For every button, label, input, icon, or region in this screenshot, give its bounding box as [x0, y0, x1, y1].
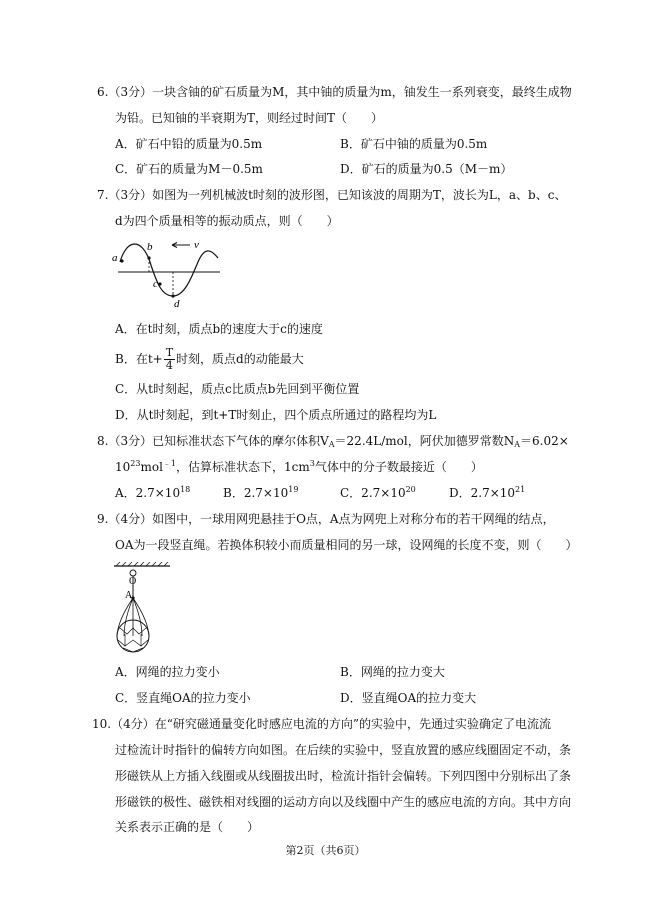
label-d: d — [174, 298, 180, 308]
q8-l1-part3: ＝6.02× — [520, 434, 569, 448]
q8-l1-part2: ＝22.4L/mol，阿伏加德罗常数N — [334, 434, 515, 448]
q7-stem-line1: 7.（3分）如图为一列机械波t时刻的波形图，已知该波的周期为T，波长为L，a、b、c、 — [97, 188, 567, 202]
q9-stem-line2: OA为一段竖直绳。若换体积较小而质量相同的另一球，设网绳的长度不变，则（ ） — [115, 538, 578, 552]
q8-option-c — [340, 485, 416, 501]
q7-stem-line2: d为四个质量相等的振动质点，则（ ） — [115, 214, 339, 228]
q8-l2-part4: 气体中的分子数最接近（ ） — [314, 460, 483, 474]
q8-sup-3: 3 — [309, 459, 315, 468]
q6-option-a: A．矿石中铅的质量为0.5m — [115, 137, 263, 151]
q6-stem-line1: 6.（3分）一块含铀的矿石质量为M，其中铀的质量为m，铀发生一系列衰变，最终生成物 — [97, 85, 572, 99]
q10-stem-line1: 10.（4分）在“研究磁通量变化时感应电流的方向”的实验中，先通过实验确定了电流流 — [92, 717, 551, 731]
label-c: c — [153, 278, 158, 290]
q8-option-c-exp: 20 — [405, 485, 416, 494]
q6-stem-line2: 为铅。已知铀的半衰期为T，则经过时间T（ ） — [115, 111, 384, 125]
label-o: O — [129, 576, 137, 587]
q9-option-b: B．网绳的拉力变大 — [340, 665, 445, 679]
q10-stem-line2: 过检流计时指针的偏转方向如图。在后续的实验中，竖直放置的感应线圈固定不动，条 — [115, 743, 572, 757]
wave-curve — [120, 244, 218, 296]
q7-option-a: A．在t时刻，质点b的速度大于c的速度 — [115, 322, 323, 336]
label-v: v — [194, 239, 199, 251]
q8-option-d-base: D．2.7×10 — [449, 486, 516, 500]
q6-option-c: C．矿石的质量为M－0.5m — [115, 162, 263, 176]
q8-option-d — [449, 485, 525, 501]
page-footer: 第2页（共6页） — [285, 844, 366, 857]
q8-l2-part2: mol — [140, 460, 163, 474]
q9-stem-line1: 9.（4分）如图中，一球用网兜悬挂于O点，A点为网兜上对称分布的若干网绳的结点， — [97, 512, 555, 526]
net-ball-figure — [112, 562, 174, 662]
q7-option-b-suffix: 时刻，质点d的动能最大 — [176, 352, 304, 366]
q10-stem-line3: 形磁铁从上方插入线圈或从线圈拔出时，检流计指针会偏转。下列四图中分别标出了条 — [115, 769, 572, 783]
q8-option-b-exp: 19 — [288, 485, 299, 494]
q8-sub-na: A — [514, 440, 521, 449]
q8-l2-part3: ，估算标准状态下，1cm — [176, 460, 310, 474]
fraction-numerator: T — [165, 346, 174, 359]
q8-sub-va: A — [328, 440, 335, 449]
q8-stem-line2 — [115, 459, 483, 475]
q10-stem-line4: 形磁铁的极性、磁铁相对线圈的运动方向以及线圈中产生的感应电流的方向。其中方向 — [115, 795, 572, 809]
label-a-knot: A — [125, 590, 133, 601]
q8-l1-part1: 8.（3分）已知标准状态下气体的摩尔体积V — [97, 434, 329, 448]
label-b: b — [147, 241, 153, 253]
q9-option-a: A．网绳的拉力变小 — [115, 665, 220, 679]
point-b — [147, 256, 150, 259]
q6-option-d: D．矿石的质量为0.5（M－m） — [340, 162, 513, 176]
q8-sup-23: 23 — [130, 459, 141, 468]
q8-l2-part1: 10 — [115, 460, 131, 474]
q8-sup-neg1: ﹣1 — [162, 459, 177, 468]
q8-option-a — [115, 485, 190, 501]
q7-option-b — [115, 345, 304, 373]
point-c — [158, 282, 161, 285]
q9-option-c: C．竖直绳OA的拉力变小 — [115, 691, 251, 705]
q8-option-b-base: B．2.7×10 — [223, 486, 289, 500]
label-a: a — [112, 252, 118, 264]
q7-option-d: D．从t时刻起，到t+T时刻止，四个质点所通过的路程均为L — [115, 408, 437, 422]
q8-option-b — [223, 485, 298, 501]
net-ropes — [117, 598, 149, 636]
q8-stem-line1 — [97, 433, 569, 449]
point-a — [120, 259, 123, 262]
fraction-denominator: 4 — [165, 359, 173, 372]
q6-option-b: B．矿石中铀的质量为0.5m — [340, 137, 488, 151]
q10-stem-line5: 关系表示正确的是（ ） — [115, 820, 260, 834]
wave-figure — [110, 236, 225, 308]
q7-option-c: C．从t时刻起，质点c比质点b先回到平衡位置 — [115, 382, 360, 396]
q8-option-d-exp: 21 — [515, 485, 526, 494]
q8-option-c-base: C．2.7×10 — [340, 486, 406, 500]
q8-option-a-base: A．2.7×10 — [115, 486, 181, 500]
q9-option-d: D．竖直绳OA的拉力变大 — [340, 691, 477, 705]
q8-option-a-exp: 18 — [180, 485, 191, 494]
q7-option-b-prefix: B．在t+ — [115, 352, 163, 366]
fraction-t-over-4 — [164, 347, 175, 372]
